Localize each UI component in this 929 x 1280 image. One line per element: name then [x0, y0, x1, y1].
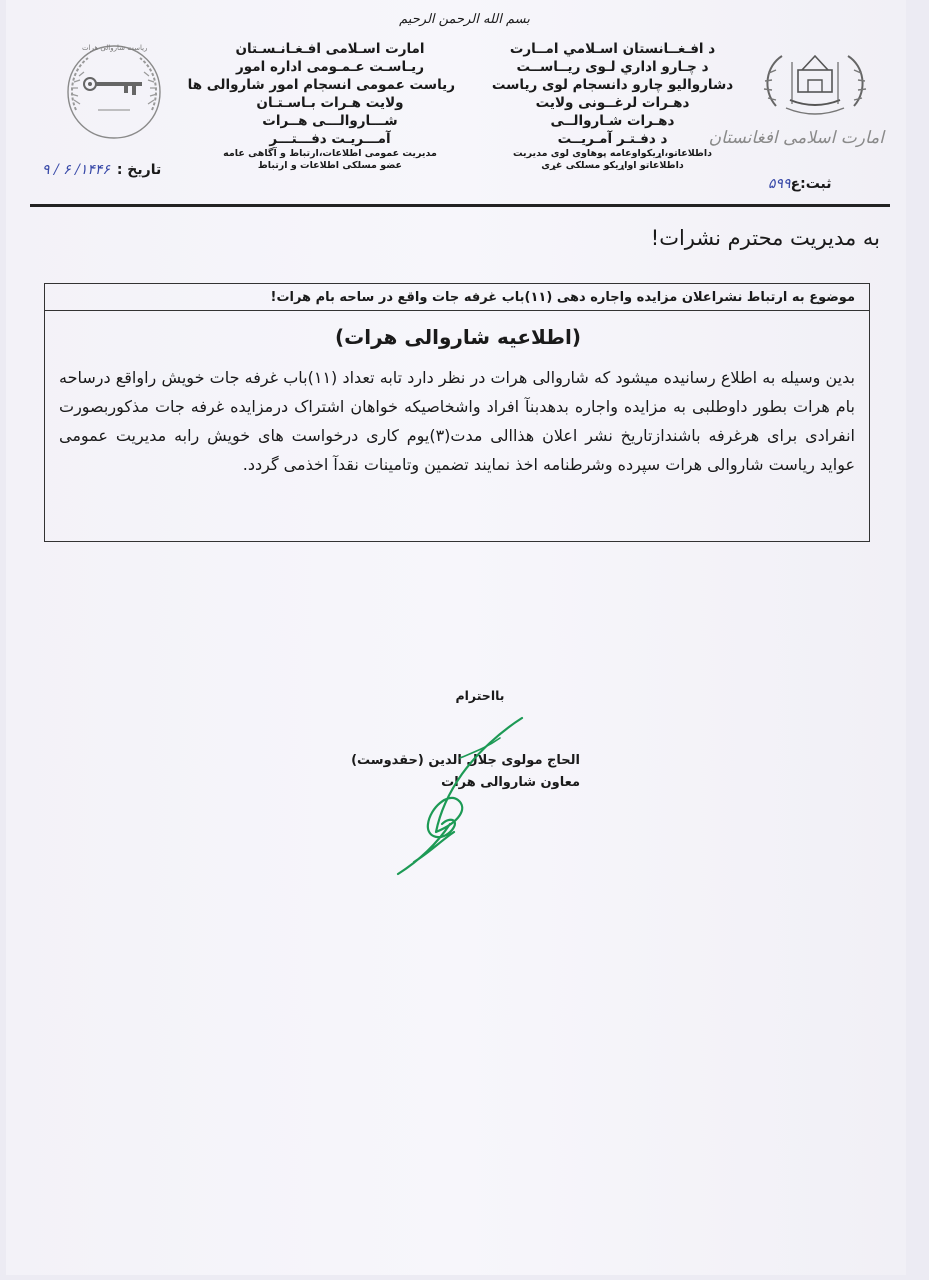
dari-line: شـــاروالـــی هــرات — [262, 113, 398, 129]
pashto-line: د دفـتـر آمـریــت — [557, 131, 668, 147]
seal-text: ریاست شاروالی هرات — [82, 44, 148, 52]
pashto-line: د افـغــانستان اسـلامي امــارت — [509, 41, 716, 57]
date-field — [40, 162, 161, 178]
dari-subline: مدیریت عمومی اطلاعات،ارتباط و آگاهی عامه — [223, 148, 437, 159]
dari-header-block — [187, 40, 455, 172]
emirate-emblem-icon — [752, 44, 878, 124]
bismillah: بسم الله الرحمن الرحیم — [399, 12, 530, 27]
municipality-seal-icon — [58, 40, 170, 144]
dari-line: ریـاسـت عـمـومی اداره امور — [236, 59, 424, 75]
notice-body: بدین وسیله به اطلاع رسانیده میشود که شاروالی هرات در نظر دارد تابه تعداد (۱۱)باب غرفه جات خویش راواقع درساحه بام هرات بطور داوطلبی به مزایده واجاره بدهدبنآ افراد واشخاصیکه خواهان اشتراک درمزایده غرفه جات مذکوربصورت انفرادی برای هرغرفه باشندازتاریخ نشر اعلان هذاالی مدت(۳)یوم کاری درخواست های خویش رابه مدیریت عمومی عواید ریاست شاروالی هرات سپرده وشرطنامه اخذ نمایند تضمین وتامینات نقدآ اخذمی گردد. — [59, 368, 855, 474]
dari-line: ریاست عمومی انسجام امور شاروالی ها — [187, 77, 455, 93]
notice-title: (اطلاعیه شاروالی هرات) — [334, 325, 582, 349]
pashto-line: دهـرات لرغــونی ولایت — [535, 95, 690, 111]
dari-line: ولایت هـرات بـاسـتـان — [256, 95, 404, 111]
pashto-line: دشاروالیو چارو دانسجام لوی ریاست — [491, 77, 734, 93]
handwritten-signature-icon — [390, 712, 530, 882]
regards: بااحترام — [455, 688, 505, 703]
pashto-subline: داطلاعاتو،اړیکواوعامه پوهاوی لوی مدیریت — [512, 148, 713, 159]
date-label: تاریخ : — [116, 162, 162, 178]
dari-line: امارت اسـلامی افـغـانـسـتان — [235, 41, 425, 57]
sabt-label: ثبت:ع — [790, 176, 832, 192]
dari-subline: عضو مسلکی اطلاعات و ارتباط — [257, 160, 403, 171]
pashto-line: دهـرات شـاروالــی — [550, 113, 675, 129]
pashto-header-block — [480, 40, 745, 172]
sabt-value: ۵۹۹ — [768, 176, 791, 192]
subject-line: موضوع به ارتباط نشراعلان مزایده واجاره دهی (۱۱)باب غرفه جات واقع در ساحه بام هرات! — [270, 290, 855, 305]
notice-box — [44, 311, 870, 542]
dari-line: آمـــریـت دفـــتـــر — [269, 131, 391, 147]
pashto-line: د چـارو اداري لـوی ریــاســت — [516, 59, 709, 75]
subject-box — [44, 283, 870, 311]
date-value: ۱۴۴۶/ ۶ / ۹ — [42, 162, 110, 178]
addressee: به مدیریت محترم نشرات! — [650, 226, 880, 250]
signer-title: معاون شاروالی هرات — [441, 775, 580, 790]
signer-name: الحاج مولوی جلال الدین (حقدوست) — [351, 753, 580, 768]
emblem-caption: امارت اسلامی افغانستان — [708, 128, 884, 148]
registration-number — [768, 176, 832, 192]
pashto-subline: داطلاعاتو اواړیکو مسلکی غړی — [541, 160, 684, 171]
header-divider — [30, 204, 890, 207]
